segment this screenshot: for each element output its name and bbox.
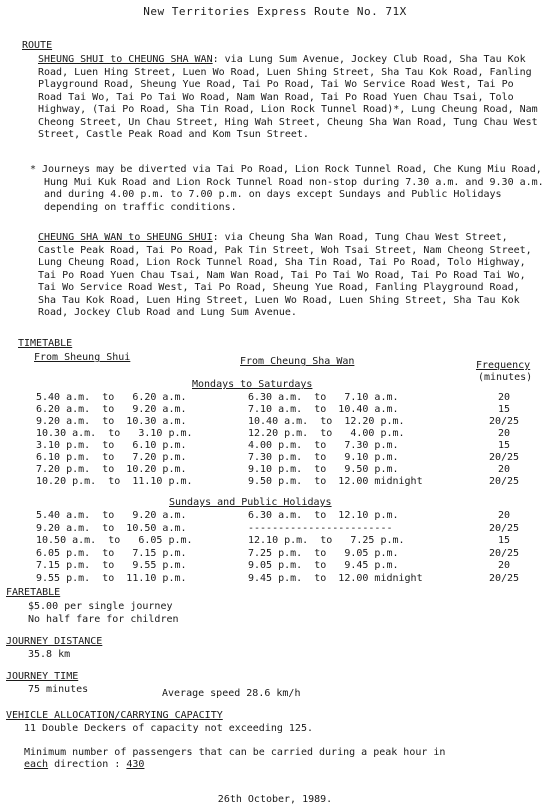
- distance-heading: JOURNEY DISTANCE: [6, 636, 103, 647]
- timetable-col-cheung-sha-wan: From Cheung Sha Wan: [240, 356, 355, 367]
- time-from-sheung-shui: 7.15 p.m. to 9.55 p.m.: [36, 560, 187, 571]
- time-from-cheung-sha-wan: 10.40 a.m. to 12.20 p.m.: [248, 416, 405, 427]
- frequency-value: 20: [497, 392, 511, 403]
- frequency-value: 20/25: [488, 547, 520, 559]
- route-outbound: [38, 54, 543, 142]
- fare-single-journey: $5.00 per single journey: [28, 601, 173, 612]
- frequency-value: 20/25: [488, 522, 520, 534]
- frequency-value: 20: [497, 464, 511, 475]
- time-from-sheung-shui: 5.40 a.m. to 6.20 a.m.: [36, 392, 187, 403]
- time-from-sheung-shui: 7.20 p.m. to 10.20 p.m.: [36, 464, 187, 475]
- peak-hour-capacity-text: Minimum number of passengers that can be carried during a peak hour in: [24, 747, 446, 758]
- faretable-heading: FARETABLE: [6, 587, 61, 598]
- time-from-cheung-sha-wan: 12.20 p.m. to 4.00 p.m.: [248, 428, 405, 439]
- timetable-col-sheung-shui: From Sheung Shui: [34, 352, 131, 363]
- time-from-sheung-shui: 10.50 a.m. to 6.05 p.m.: [36, 535, 193, 546]
- time-from-sheung-shui: 6.20 a.m. to 9.20 a.m.: [36, 404, 187, 415]
- each-word: each: [24, 759, 49, 770]
- time-from-sheung-shui: 9.55 p.m. to 11.10 p.m.: [36, 572, 187, 584]
- timetable-heading: TIMETABLE: [18, 338, 73, 349]
- route-heading: ROUTE: [22, 40, 53, 51]
- holiday-label: Sundays and Public Holidays: [169, 497, 332, 508]
- time-from-sheung-shui: 6.05 p.m. to 7.15 p.m.: [36, 547, 187, 559]
- time-from-cheung-sha-wan: 6.30 a.m. to 7.10 a.m.: [248, 392, 399, 403]
- document-date: 26th October, 1989.: [217, 794, 333, 805]
- frequency-value: 15: [497, 404, 511, 415]
- time-from-cheung-sha-wan: 7.30 p.m. to 9.10 p.m.: [248, 452, 399, 463]
- frequency-value: 15: [497, 440, 511, 451]
- time-from-sheung-shui: 5.40 a.m. to 9.20 a.m.: [36, 510, 187, 521]
- time-from-sheung-shui: 9.20 a.m. to 10.50 a.m.: [36, 522, 187, 534]
- time-from-sheung-shui: 6.10 p.m. to 7.20 p.m.: [36, 452, 187, 463]
- time-from-cheung-sha-wan: 9.05 p.m. to 9.45 p.m.: [248, 560, 399, 571]
- route-inbound: [38, 232, 543, 320]
- route-inbound-label: CHEUNG SHA WAN to SHEUNG SHUI: [38, 232, 213, 243]
- document-title: New Territories Express Route No. 71X: [143, 5, 407, 18]
- frequency-value: 20/25: [488, 572, 520, 584]
- frequency-value: 20: [497, 510, 511, 521]
- time-from-cheung-sha-wan: ------------------------: [248, 522, 393, 534]
- direction-text: direction :: [48, 759, 127, 770]
- time-from-sheung-shui: 10.20 p.m. to 11.10 p.m.: [36, 476, 193, 487]
- frequency-value: 20/25: [488, 416, 520, 427]
- time-from-cheung-sha-wan: 9.45 p.m. to 12.00 midnight: [248, 572, 423, 584]
- time-from-sheung-shui: 9.20 a.m. to 10.30 a.m.: [36, 416, 187, 427]
- timetable-col-frequency: Frequency: [476, 360, 531, 371]
- vehicle-heading: VEHICLE ALLOCATION/CARRYING CAPACITY: [6, 710, 223, 721]
- journey-time-heading: JOURNEY TIME: [6, 671, 79, 682]
- weekday-label: Mondays to Saturdays: [192, 379, 313, 390]
- route-diversion-note: * Journeys may be diverted via Tai Po Road, Lion Rock Tunnel Road, Che Kung Miu Road, Hung Mui Kuk Road and Lion Rock Tunnel Road non-stop during 7.30 a.m. and 9.30 a.m. and during 4.00 p.m. to 7.00 p.m. on days except Sundays and Public Holidays depending on traffic conditions.: [30, 164, 544, 213]
- time-from-cheung-sha-wan: 7.25 p.m. to 9.05 p.m.: [248, 547, 399, 559]
- route-outbound-label: SHEUNG SHUI to CHEUNG SHA WAN: [38, 54, 213, 65]
- average-speed: Average speed 28.6 km/h: [162, 688, 301, 699]
- peak-hour-capacity: [24, 759, 144, 771]
- frequency-value: 20/25: [488, 452, 520, 463]
- frequency-value: 20: [497, 428, 511, 439]
- vehicle-allocation: 11 Double Deckers of capacity not exceeding 125.: [24, 723, 313, 734]
- frequency-value: 20: [497, 560, 511, 571]
- route-inbound-text: : via Cheung Sha Wan Road, Tung Chau West Street, Castle Peak Road, Tai Po Road, Pak Tin Street, Woh Tsai Street, Nam Cheong Street, Lung Cheung Road, Lion Rock Tunnel Road, Sha Tin Road, Tai Po Road, Tolo Highway, Tai Po Road Yuen Chau Tsai, Nam Wan Road, Tai Po Tai Wo Road, Tai Po Road Tai Wo, Tai Wo Service Road West, Tai Po Road, Sheung Yue Road, Fanling Playground Road, Sha Tau Kok Road, Luen Hing Street, Luen Wo Road, Luen Shing Street, Sha Tau Kok Road, Jockey Club Road and Lung Sum Avenue.: [38, 232, 532, 318]
- time-from-cheung-sha-wan: 9.50 p.m. to 12.00 midnight: [248, 476, 423, 487]
- frequency-value: 15: [497, 535, 511, 546]
- fare-children: No half fare for children: [28, 614, 179, 625]
- time-from-cheung-sha-wan: 4.00 p.m. to 7.30 p.m.: [248, 440, 399, 451]
- timetable-frequency-unit: (minutes): [478, 372, 533, 383]
- distance-value: 35.8 km: [28, 649, 71, 660]
- capacity-value: 430: [126, 759, 145, 770]
- route-outbound-text: : via Lung Sum Avenue, Jockey Club Road, Sha Tau Kok Road, Luen Hing Street, Luen Wo Road, Luen Shing Street, Sha Tau Kok Road, Fanling Playground Road, Sheung Yue Road, Tai Po Road, Tai Wo Service Road West, Tai Po Road Tai Wo, Tai Po Tai Wo Road, Nam Wan Road, Tai Po Road Yuen Chau Tsai, Tolo Highway, (Tai Po Road, Sha Tin Road, Lion Rock Tunnel Road)*, Lung Cheung Road, Nam Cheong Street, Un Chau Street, Hing Wah Street, Cheung Sha Wan Road, Tung Chau West Street, Castle Peak Road and Kom Tsun Street.: [38, 54, 538, 140]
- time-from-cheung-sha-wan: 7.10 a.m. to 10.40 a.m.: [248, 404, 399, 415]
- time-from-cheung-sha-wan: 9.10 p.m. to 9.50 p.m.: [248, 464, 399, 475]
- journey-time-value: 75 minutes: [28, 684, 89, 695]
- frequency-value: 20/25: [488, 476, 520, 487]
- time-from-cheung-sha-wan: 6.30 a.m. to 12.10 p.m.: [248, 510, 399, 521]
- time-from-sheung-shui: 10.30 a.m. to 3.10 p.m.: [36, 428, 193, 439]
- time-from-cheung-sha-wan: 12.10 p.m. to 7.25 p.m.: [248, 535, 405, 546]
- time-from-sheung-shui: 3.10 p.m. to 6.10 p.m.: [36, 440, 187, 451]
